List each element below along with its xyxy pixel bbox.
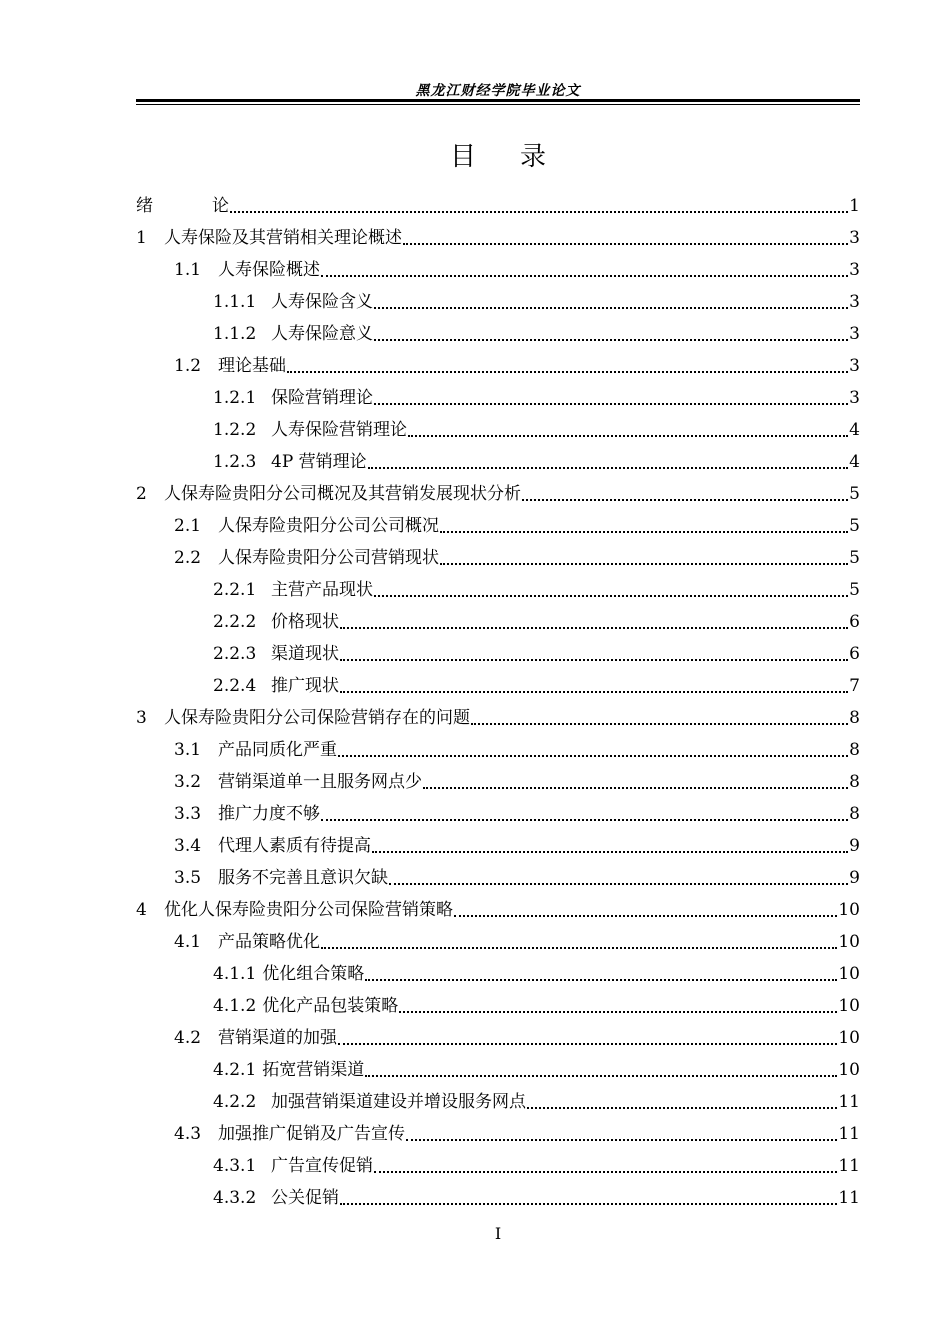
toc-entry[interactable] xyxy=(136,830,860,862)
toc-entry-text: 服务不完善且意识欠缺 xyxy=(218,868,388,888)
toc-entry[interactable] xyxy=(136,542,860,574)
toc-entry-text: 人保寿险贵阳分公司概况及其营销发展现状分析 xyxy=(164,484,521,504)
toc-entry[interactable] xyxy=(136,318,860,350)
toc-leader-dots xyxy=(374,303,848,309)
toc-entry-text: 人保寿险贵阳分公司保险营销存在的问题 xyxy=(164,708,470,728)
toc-entry-page: 11 xyxy=(838,1156,860,1176)
toc-entry[interactable] xyxy=(136,286,860,318)
toc-entry-text: 产品同质化严重 xyxy=(218,740,337,760)
toc-entry[interactable] xyxy=(136,894,860,926)
toc-entry-text: 保险营销理论 xyxy=(271,388,373,408)
toc-entry-page: 10 xyxy=(838,900,860,920)
toc-entry-number: 4.3.1 xyxy=(213,1156,257,1176)
toc-entry-number: 4.2 xyxy=(174,1028,202,1048)
toc-entry-text: 加强推广促销及广告宣传 xyxy=(218,1124,405,1144)
toc-leader-dots xyxy=(403,239,848,245)
toc-leader-dots xyxy=(338,1039,837,1045)
toc-entry-text: 公关促销 xyxy=(271,1188,339,1208)
toc-leader-dots xyxy=(365,975,837,981)
toc-entry-number: 2.1 xyxy=(174,516,202,536)
page-number: I xyxy=(494,1224,502,1243)
toc-leader-dots xyxy=(321,271,848,277)
toc-entry-number: 3.3 xyxy=(174,804,202,824)
toc-entry-page: 1 xyxy=(849,196,860,216)
toc-entry-page: 8 xyxy=(849,708,860,728)
toc-entry-page: 11 xyxy=(838,1188,860,1208)
header-rule-thin xyxy=(136,104,860,105)
toc-entry-text: 人寿保险及其营销相关理论概述 xyxy=(164,228,402,248)
toc-entry-page: 4 xyxy=(849,420,860,440)
toc-entry-text: 人保寿险贵阳分公司营销现状 xyxy=(218,548,439,568)
toc-entry-text: 论 xyxy=(212,196,229,216)
toc-entry-number: 2.2.2 xyxy=(213,612,257,632)
toc-entry[interactable] xyxy=(136,190,860,222)
toc-entry[interactable] xyxy=(136,1150,860,1182)
page-header-title: 黑龙江财经学院毕业论文 xyxy=(415,83,581,99)
toc-entry-number: 2.2 xyxy=(174,548,202,568)
toc-leader-dots xyxy=(338,751,848,757)
toc-entry[interactable] xyxy=(136,254,860,286)
toc-entry-number: 3.4 xyxy=(174,836,202,856)
toc-entry-number: 1.2.2 xyxy=(213,420,257,440)
toc-entry-page: 10 xyxy=(838,996,860,1016)
toc-leader-dots xyxy=(368,463,849,469)
toc-leader-dots xyxy=(389,879,848,885)
toc-entry-text: 加强营销渠道建设并增设服务网点 xyxy=(271,1092,526,1112)
toc-entry-page: 7 xyxy=(849,676,860,696)
toc-leader-dots xyxy=(440,559,848,565)
toc-entry-number: 4.1.1 xyxy=(213,964,257,984)
toc-entry-page: 10 xyxy=(838,964,860,984)
toc-entry[interactable] xyxy=(136,574,860,606)
toc-leader-dots xyxy=(340,655,848,661)
toc-entry[interactable] xyxy=(136,958,860,990)
toc-leader-dots xyxy=(374,591,848,597)
toc-entry-number: 4.2.1 xyxy=(213,1060,257,1080)
toc-entry-number: 绪 xyxy=(136,196,153,216)
toc-entry-page: 10 xyxy=(838,1060,860,1080)
toc-entry-page: 10 xyxy=(838,1028,860,1048)
toc-entry[interactable] xyxy=(136,638,860,670)
toc-entry-text: 人寿保险概述 xyxy=(218,260,320,280)
toc-leader-dots xyxy=(374,335,848,341)
toc-entry-text: 价格现状 xyxy=(271,612,339,632)
toc-entry[interactable] xyxy=(136,990,860,1022)
toc-entry-page: 3 xyxy=(849,292,860,312)
toc-entry-page: 8 xyxy=(849,740,860,760)
toc-leader-dots xyxy=(321,943,837,949)
toc-entry-page: 6 xyxy=(849,644,860,664)
toc-entry-text: 广告宣传促销 xyxy=(271,1156,373,1176)
toc-entry-text: 人寿保险营销理论 xyxy=(271,420,407,440)
toc-entry[interactable] xyxy=(136,862,860,894)
toc-entry-number: 1.1.2 xyxy=(213,324,257,344)
toc-entry[interactable] xyxy=(136,702,860,734)
toc-leader-dots xyxy=(372,847,848,853)
table-of-contents xyxy=(136,190,860,1214)
toc-entry-number: 1.2.3 xyxy=(213,452,257,472)
toc-leader-dots xyxy=(522,495,848,501)
toc-entry-number: 1.2.1 xyxy=(213,388,257,408)
toc-leader-dots xyxy=(440,527,848,533)
toc-entry[interactable] xyxy=(136,350,860,382)
toc-leader-dots xyxy=(230,207,848,213)
toc-entry-number: 4 xyxy=(136,900,147,920)
toc-title: 目录 xyxy=(449,142,590,172)
toc-leader-dots xyxy=(365,1071,837,1077)
toc-entry-page: 5 xyxy=(849,580,860,600)
toc-entry-number: 4.2.2 xyxy=(213,1092,257,1112)
toc-entry-text: 代理人素质有待提高 xyxy=(218,836,371,856)
toc-entry-page: 5 xyxy=(849,548,860,568)
toc-leader-dots xyxy=(527,1103,837,1109)
toc-entry-number: 1 xyxy=(136,228,147,248)
toc-entry-number: 3 xyxy=(136,708,147,728)
toc-entry[interactable] xyxy=(136,734,860,766)
toc-entry[interactable] xyxy=(136,446,860,478)
toc-entry-page: 11 xyxy=(838,1092,860,1112)
toc-entry-page: 9 xyxy=(849,868,860,888)
toc-entry-number: 4.1.2 xyxy=(213,996,257,1016)
toc-entry-page: 3 xyxy=(849,324,860,344)
toc-entry-number: 4.3 xyxy=(174,1124,202,1144)
toc-entry-number: 3.1 xyxy=(174,740,202,760)
toc-entry-page: 3 xyxy=(849,260,860,280)
toc-entry-page: 4 xyxy=(849,452,860,472)
toc-leader-dots xyxy=(406,1135,837,1141)
toc-entry-text: 人保寿险贵阳分公司公司概况 xyxy=(218,516,439,536)
toc-entry-number: 4.3.2 xyxy=(213,1188,257,1208)
toc-entry-page: 6 xyxy=(849,612,860,632)
toc-entry[interactable] xyxy=(136,222,860,254)
toc-entry-page: 3 xyxy=(849,228,860,248)
toc-entry-page: 8 xyxy=(849,772,860,792)
toc-entry-page: 3 xyxy=(849,388,860,408)
toc-entry[interactable] xyxy=(136,798,860,830)
toc-entry[interactable] xyxy=(136,414,860,446)
toc-entry-text: 营销渠道的加强 xyxy=(218,1028,337,1048)
toc-entry-text: 理论基础 xyxy=(218,356,286,376)
toc-leader-dots xyxy=(340,623,848,629)
toc-entry-number: 2.2.1 xyxy=(213,580,257,600)
toc-entry[interactable] xyxy=(136,1118,860,1150)
header-rule-thick xyxy=(136,99,860,102)
toc-leader-dots xyxy=(321,815,848,821)
toc-leader-dots xyxy=(408,431,848,437)
toc-entry-text: 渠道现状 xyxy=(271,644,339,664)
toc-leader-dots xyxy=(374,1167,837,1173)
toc-entry-page: 11 xyxy=(838,1124,860,1144)
toc-entry-page: 5 xyxy=(849,484,860,504)
toc-entry-text: 推广力度不够 xyxy=(218,804,320,824)
toc-entry-number: 1.1 xyxy=(174,260,202,280)
toc-entry-number: 2 xyxy=(136,484,147,504)
toc-entry-page: 9 xyxy=(849,836,860,856)
toc-entry-text: 营销渠道单一且服务网点少 xyxy=(218,772,422,792)
toc-entry[interactable] xyxy=(136,1054,860,1086)
toc-entry-text: 推广现状 xyxy=(271,676,339,696)
toc-entry[interactable] xyxy=(136,606,860,638)
toc-leader-dots xyxy=(454,911,837,917)
toc-leader-dots xyxy=(340,687,848,693)
toc-entry-text: 优化产品包装策略 xyxy=(262,996,399,1016)
toc-entry-page: 3 xyxy=(849,356,860,376)
toc-entry-number: 2.2.3 xyxy=(213,644,257,664)
toc-entry-page: 5 xyxy=(849,516,860,536)
toc-entry-text: 人寿保险含义 xyxy=(271,292,373,312)
toc-entry-text: 4P 营销理论 xyxy=(271,452,367,472)
toc-entry[interactable] xyxy=(136,1182,860,1214)
toc-entry-page: 10 xyxy=(838,932,860,952)
toc-entry-number: 1.2 xyxy=(174,356,202,376)
toc-entry-text: 人寿保险意义 xyxy=(271,324,373,344)
toc-leader-dots xyxy=(287,367,848,373)
toc-entry-number: 3.2 xyxy=(174,772,202,792)
toc-entry-text: 产品策略优化 xyxy=(218,932,320,952)
toc-entry-page: 8 xyxy=(849,804,860,824)
toc-entry-text: 优化人保寿险贵阳分公司保险营销策略 xyxy=(164,900,453,920)
toc-entry-number: 1.1.1 xyxy=(213,292,257,312)
toc-leader-dots xyxy=(374,399,848,405)
toc-entry-number: 4.1 xyxy=(174,932,202,952)
toc-entry-text: 优化组合策略 xyxy=(262,964,365,984)
toc-leader-dots xyxy=(471,719,848,725)
toc-leader-dots xyxy=(423,783,848,789)
toc-entry-number: 2.2.4 xyxy=(213,676,257,696)
toc-entry[interactable] xyxy=(136,1022,860,1054)
toc-leader-dots xyxy=(340,1199,837,1205)
toc-entry[interactable] xyxy=(136,670,860,702)
toc-entry[interactable] xyxy=(136,766,860,798)
toc-entry-number: 3.5 xyxy=(174,868,202,888)
toc-entry[interactable] xyxy=(136,478,860,510)
toc-entry[interactable] xyxy=(136,926,860,958)
toc-entry-text: 拓宽营销渠道 xyxy=(262,1060,365,1080)
toc-entry[interactable] xyxy=(136,510,860,542)
toc-entry[interactable] xyxy=(136,1086,860,1118)
toc-leader-dots xyxy=(399,1007,837,1013)
toc-entry-text: 主营产品现状 xyxy=(271,580,373,600)
toc-entry[interactable] xyxy=(136,382,860,414)
